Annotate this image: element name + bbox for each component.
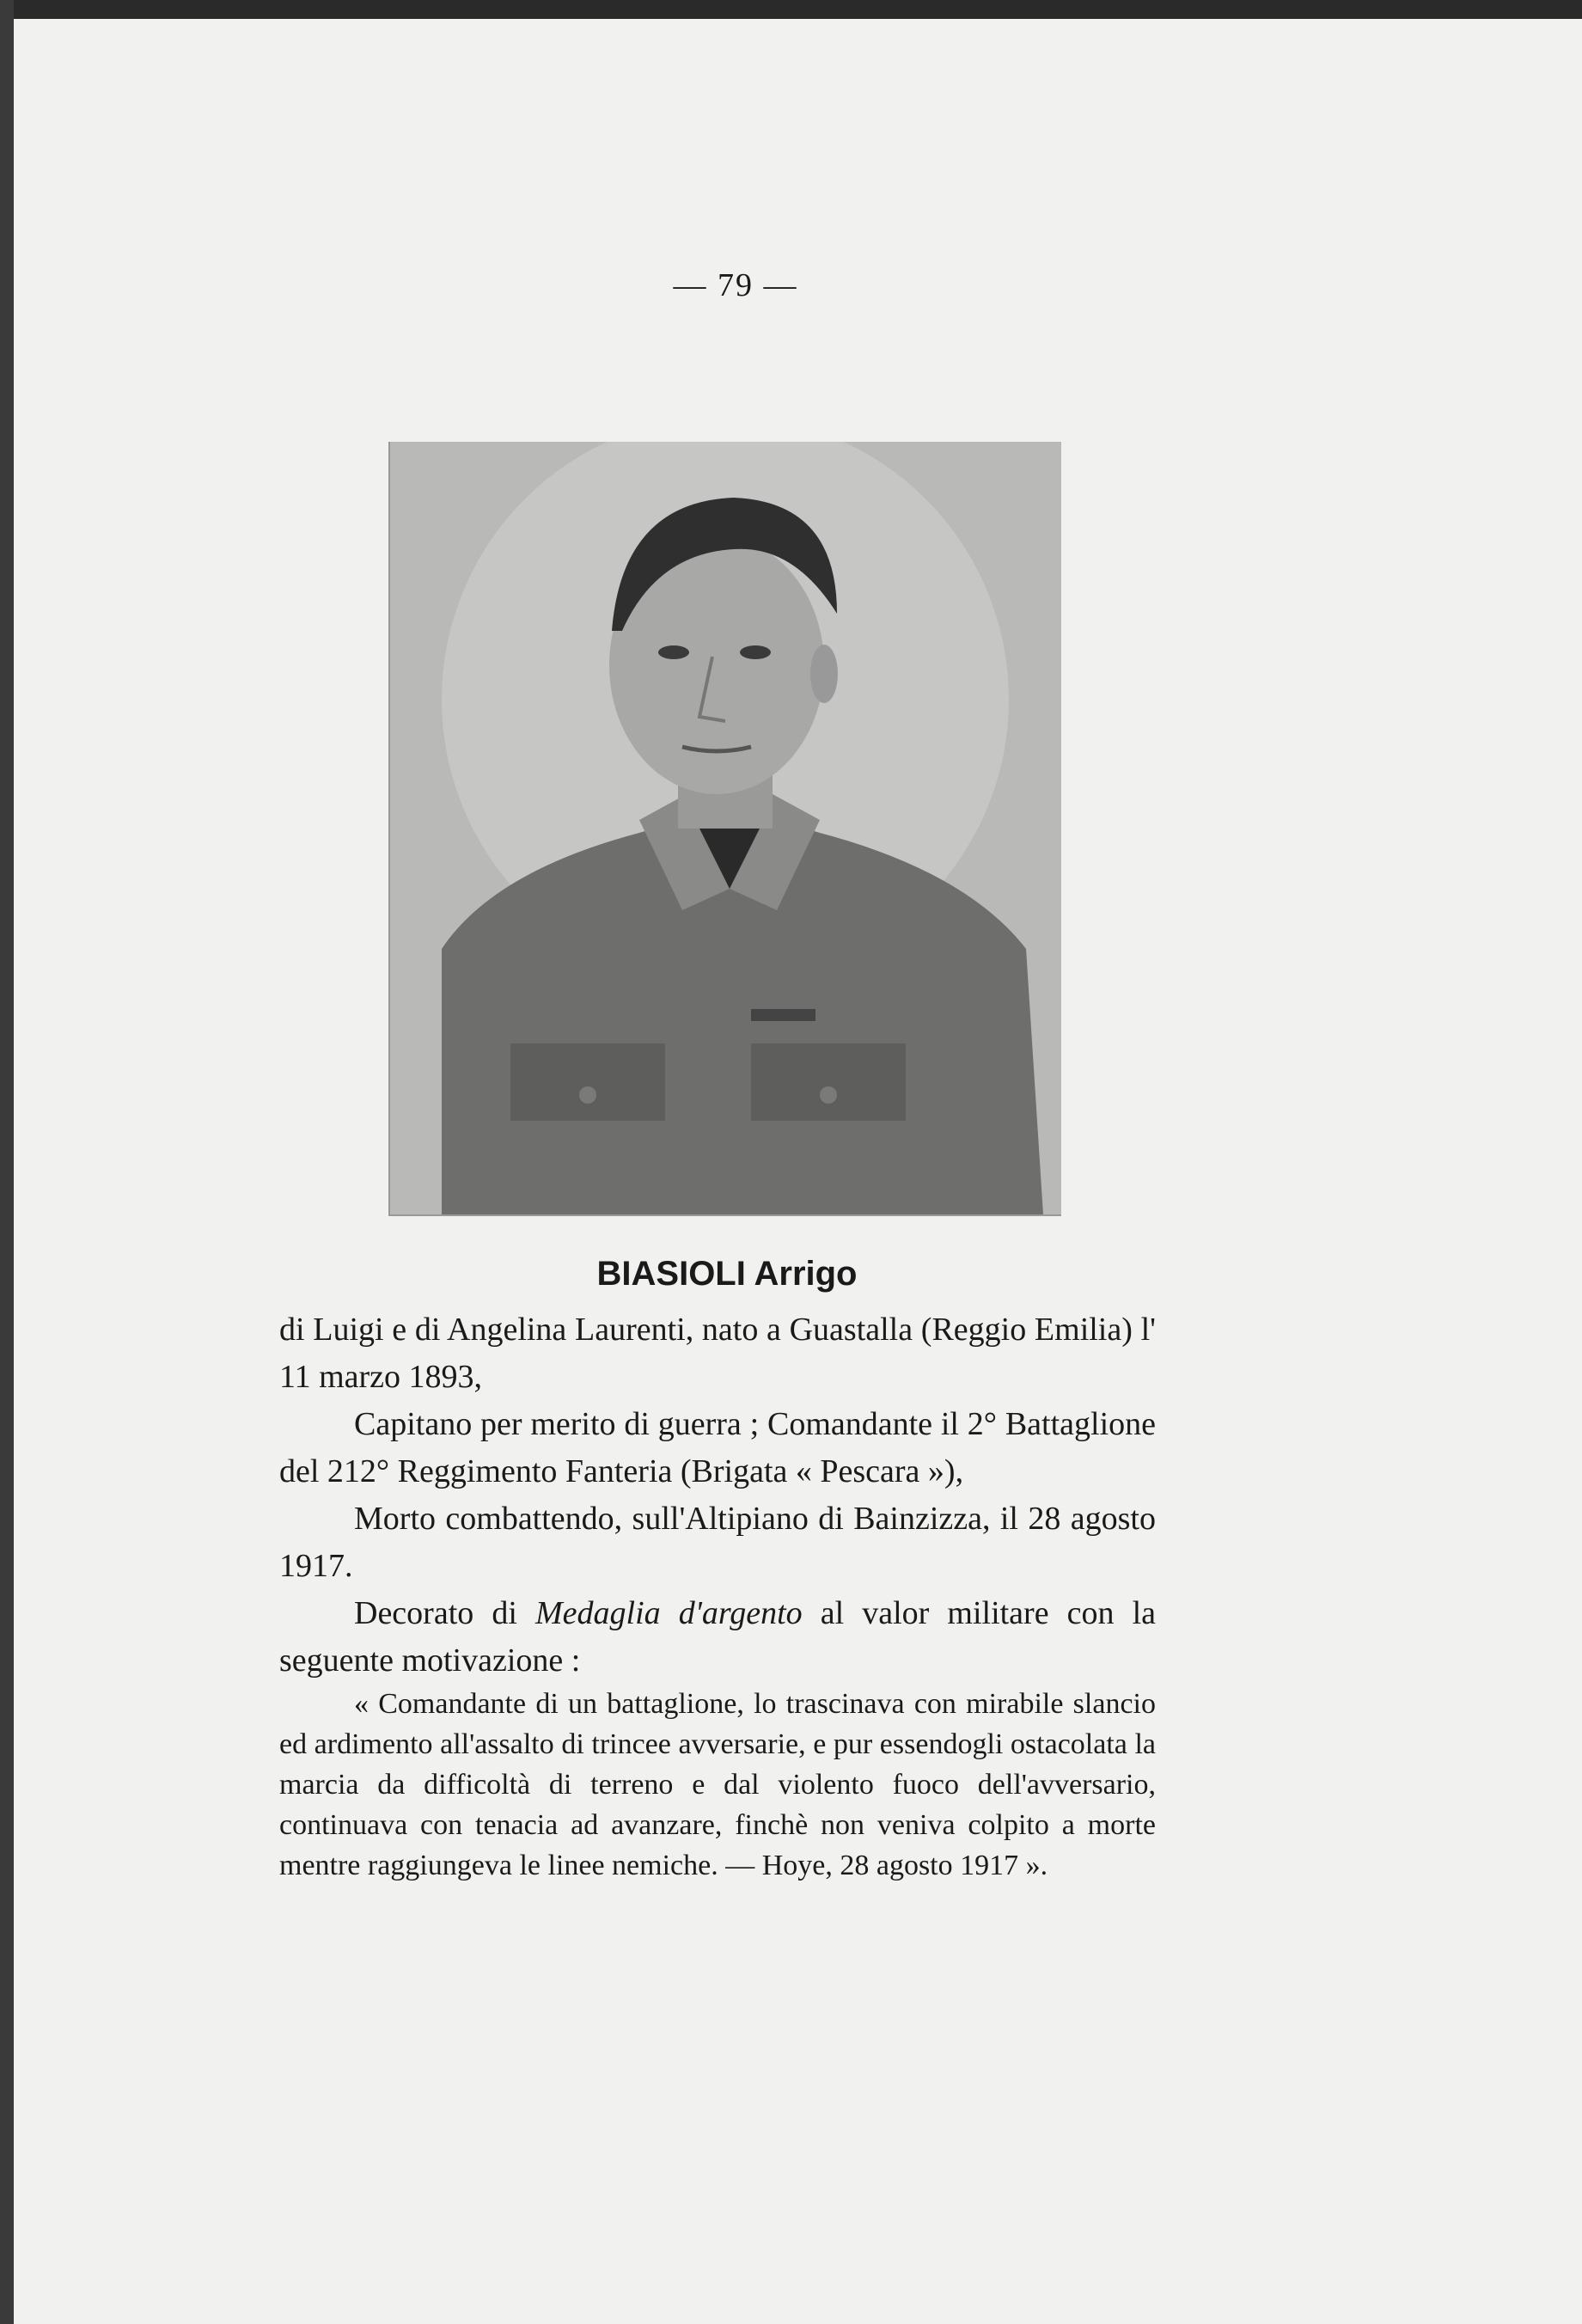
citation-text: « Comandante di un battaglione, lo trascinava con mirabile slancio ed ardimento all'assalto di trincee avversarie, e pur essendogli ostacolata la marcia da difficoltà di terreno e dal violento fuoco dell'avversario, continuava con tenacia ad avanzare, finchè non veniva colpito a morte mentre raggiungeva le linee nemiche. — Hoye, 28 agosto 1917 ». [279,1688,1156,1881]
person-name: BIASIOLI Arrigo [596,1255,858,1293]
document-page [14,19,1582,2324]
portrait-illustration [390,442,1061,1214]
bio-parents-birth: di Luigi e di Angelina Laurenti, nato a Guastalla (Reggio Emilia) l' 11 marzo 1893, [279,1312,1156,1395]
biography [279,1306,1156,1685]
bio-death: Morto combattendo, sull'Altipiano di Bainzizza, il 28 agosto 1917. [279,1501,1156,1584]
scan-left-edge [0,0,14,2324]
decoration-medal: Medaglia d'argento [534,1595,803,1631]
bio-decoration [279,1590,1156,1685]
page-number: — 79 — [673,267,798,303]
medal-citation [279,1684,1156,1886]
portrait-photo [388,442,1061,1216]
decoration-suffix: al valor militare con la seguente motivazione : [279,1595,1157,1679]
decoration-prefix: Decorato di [354,1595,517,1631]
bio-rank: Capitano per merito di guerra ; Comandante il 2° Battaglione del 212° Reggimento Fanteria (Brigata « Pescara »), [279,1406,1156,1489]
